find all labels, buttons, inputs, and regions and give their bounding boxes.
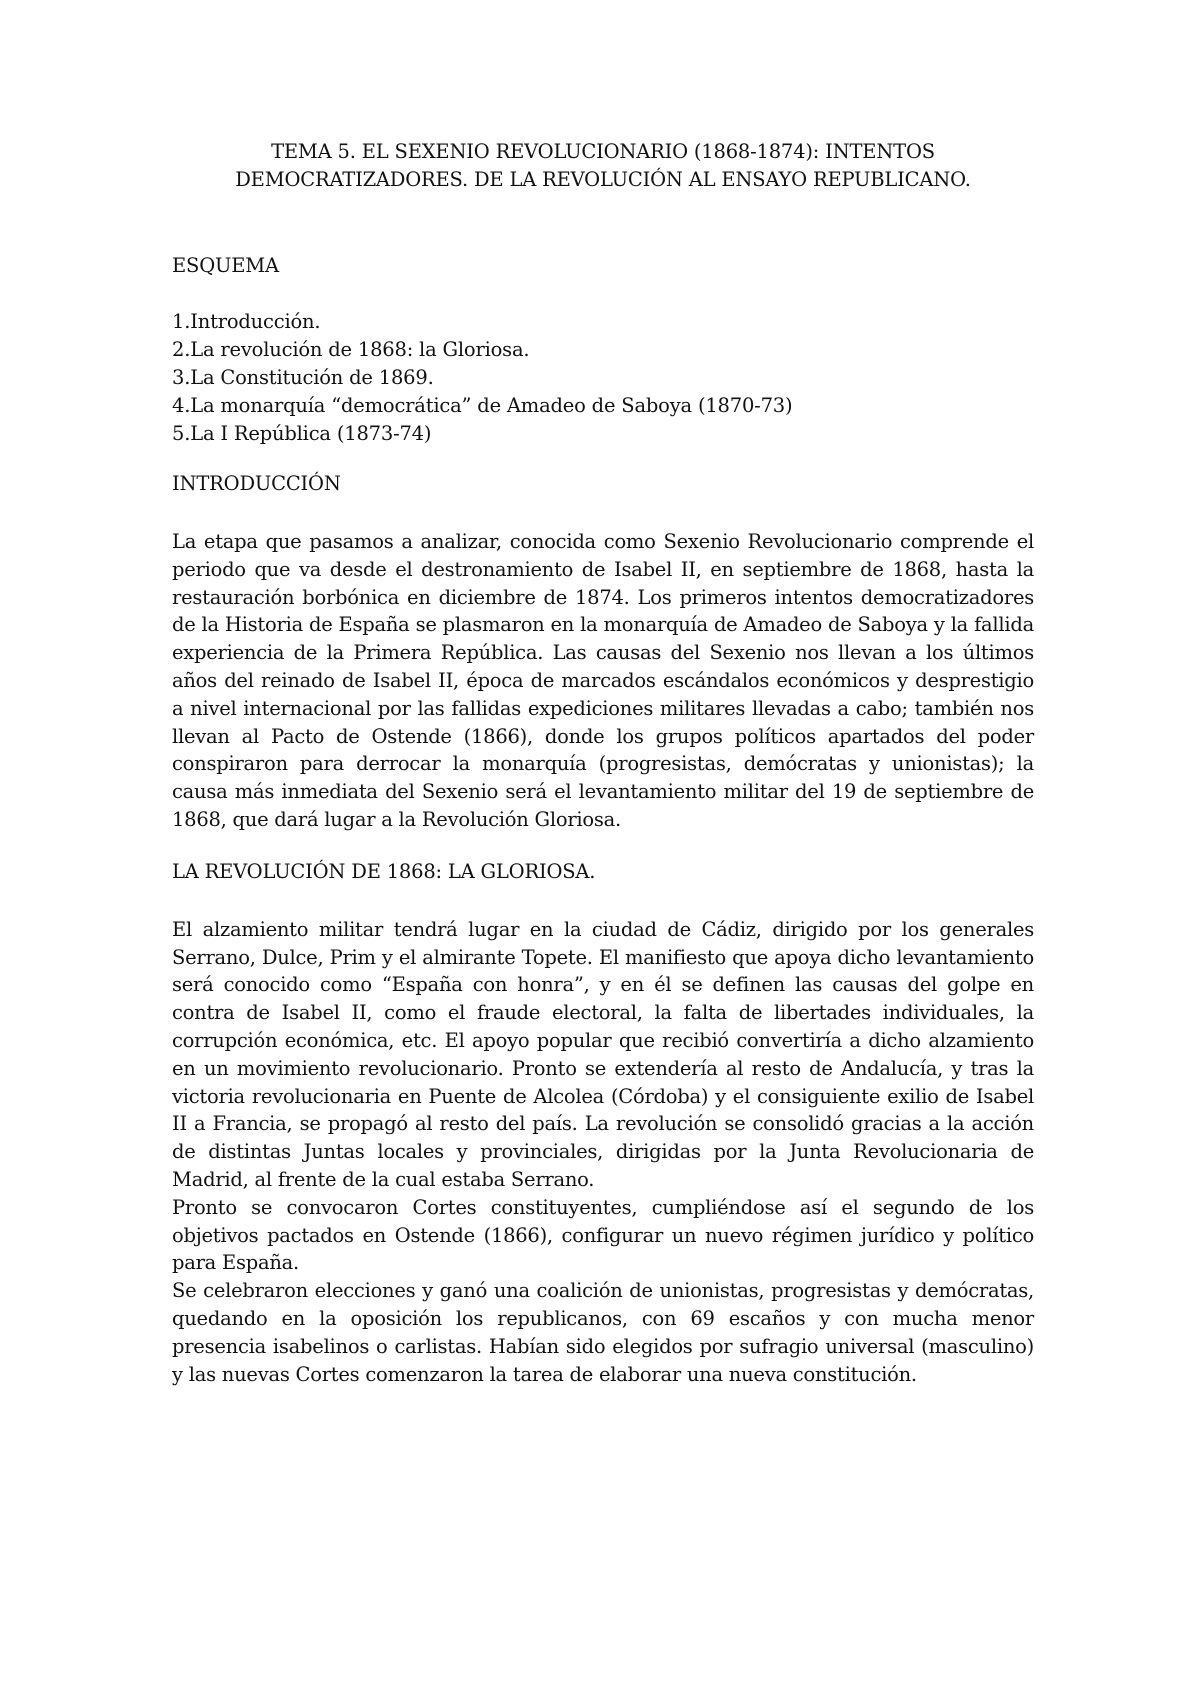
gloriosa-heading: LA REVOLUCIÓN DE 1868: LA GLORIOSA. [172,859,596,883]
outline-item: 3.La Constitución de 1869. [172,366,434,389]
introduction-heading: INTRODUCCIÓN [172,472,341,495]
gloriosa-paragraph: Pronto se convocaron Cortes constituyentes, cumpliéndose así el segundo de los objetivos pactados en Ostende (1866), configurar un nuevo régimen jurídico y político para España. [172,1195,1034,1275]
outline-item: 2.La revolución de 1868: la Gloriosa. [172,338,530,361]
document-title-line-2: DEMOCRATIZADORES. DE LA REVOLUCIÓN AL ENSAYO REPUBLICANO. [235,168,971,191]
outline-list [172,308,1034,448]
outline-heading: ESQUEMA [172,254,279,277]
outline-item: 4.La monarquía “democrática” de Amadeo de Saboya (1870-73) [172,394,793,417]
document-title-line-1: TEMA 5. EL SEXENIO REVOLUCIONARIO (1868-1874): INTENTOS [271,140,935,163]
document-page [172,138,1034,1388]
outline-item: 1.Introducción. [172,310,321,333]
gloriosa-paragraph: Se celebraron elecciones y ganó una coalición de unionistas, progresistas y demócratas, quedando en la oposición los republicanos, con 69 escaños y con mucha menor presencia isabelinos o carlistas. Habían sido elegidos por sufragio universal (masculino) y las nuevas Cortes comenzaron la tarea de elaborar una nueva constitución. [172,1279,1034,1386]
introduction-paragraph: La etapa que pasamos a analizar, conocida como Sexenio Revolucionario comprende el periodo que va desde el destronamiento de Isabel II, en septiembre de 1868, hasta la restauración borbónica en diciembre de 1874. Los primeros intentos democratizadores de la Historia de España se plasmaron en la monarquía de Amadeo de Saboya y la fallida experiencia de la Primera República. Las causas del Sexenio nos llevan a los últimos años del reinado de Isabel II, época de marcados escándalos económicos y desprestigio a nivel internacional por las fallidas expediciones militares llevadas a cabo; también nos llevan al Pacto de Ostende (1866), donde los grupos políticos apartados del poder conspiraron para derrocar la monarquía (progresistas, demócratas y unionistas); la causa más inmediata del Sexenio será el levantamiento militar del 19 de septiembre de 1868, que dará lugar a la Revolución Gloriosa. [172,530,1034,831]
outline-item: 5.La I República (1873-74) [172,422,432,445]
gloriosa-paragraph: El alzamiento militar tendrá lugar en la ciudad de Cádiz, dirigido por los generales Serrano, Dulce, Prim y el almirante Topete. El manifiesto que apoya dicho levantamiento será conocido como “España con honra”, y en él se definen las causas del golpe en contra de Isabel II, como el fraude electoral, la falta de libertades individuales, la corrupción económica, etc. El apoyo popular que recibió convertiría a dicho alzamiento en un movimiento revolucionario. Pronto se extendería al resto de Andalucía, y tras la victoria revolucionaria en Puente de Alcolea (Córdoba) y el consiguiente exilio de Isabel II a Francia, se propagó al resto del país. La revolución se consolidó gracias a la acción de distintas Juntas locales y provinciales, dirigidas por la Junta Revolucionaria de Madrid, al frente de la cual estaba Serrano. [172,917,1034,1191]
document-title [172,138,1034,194]
